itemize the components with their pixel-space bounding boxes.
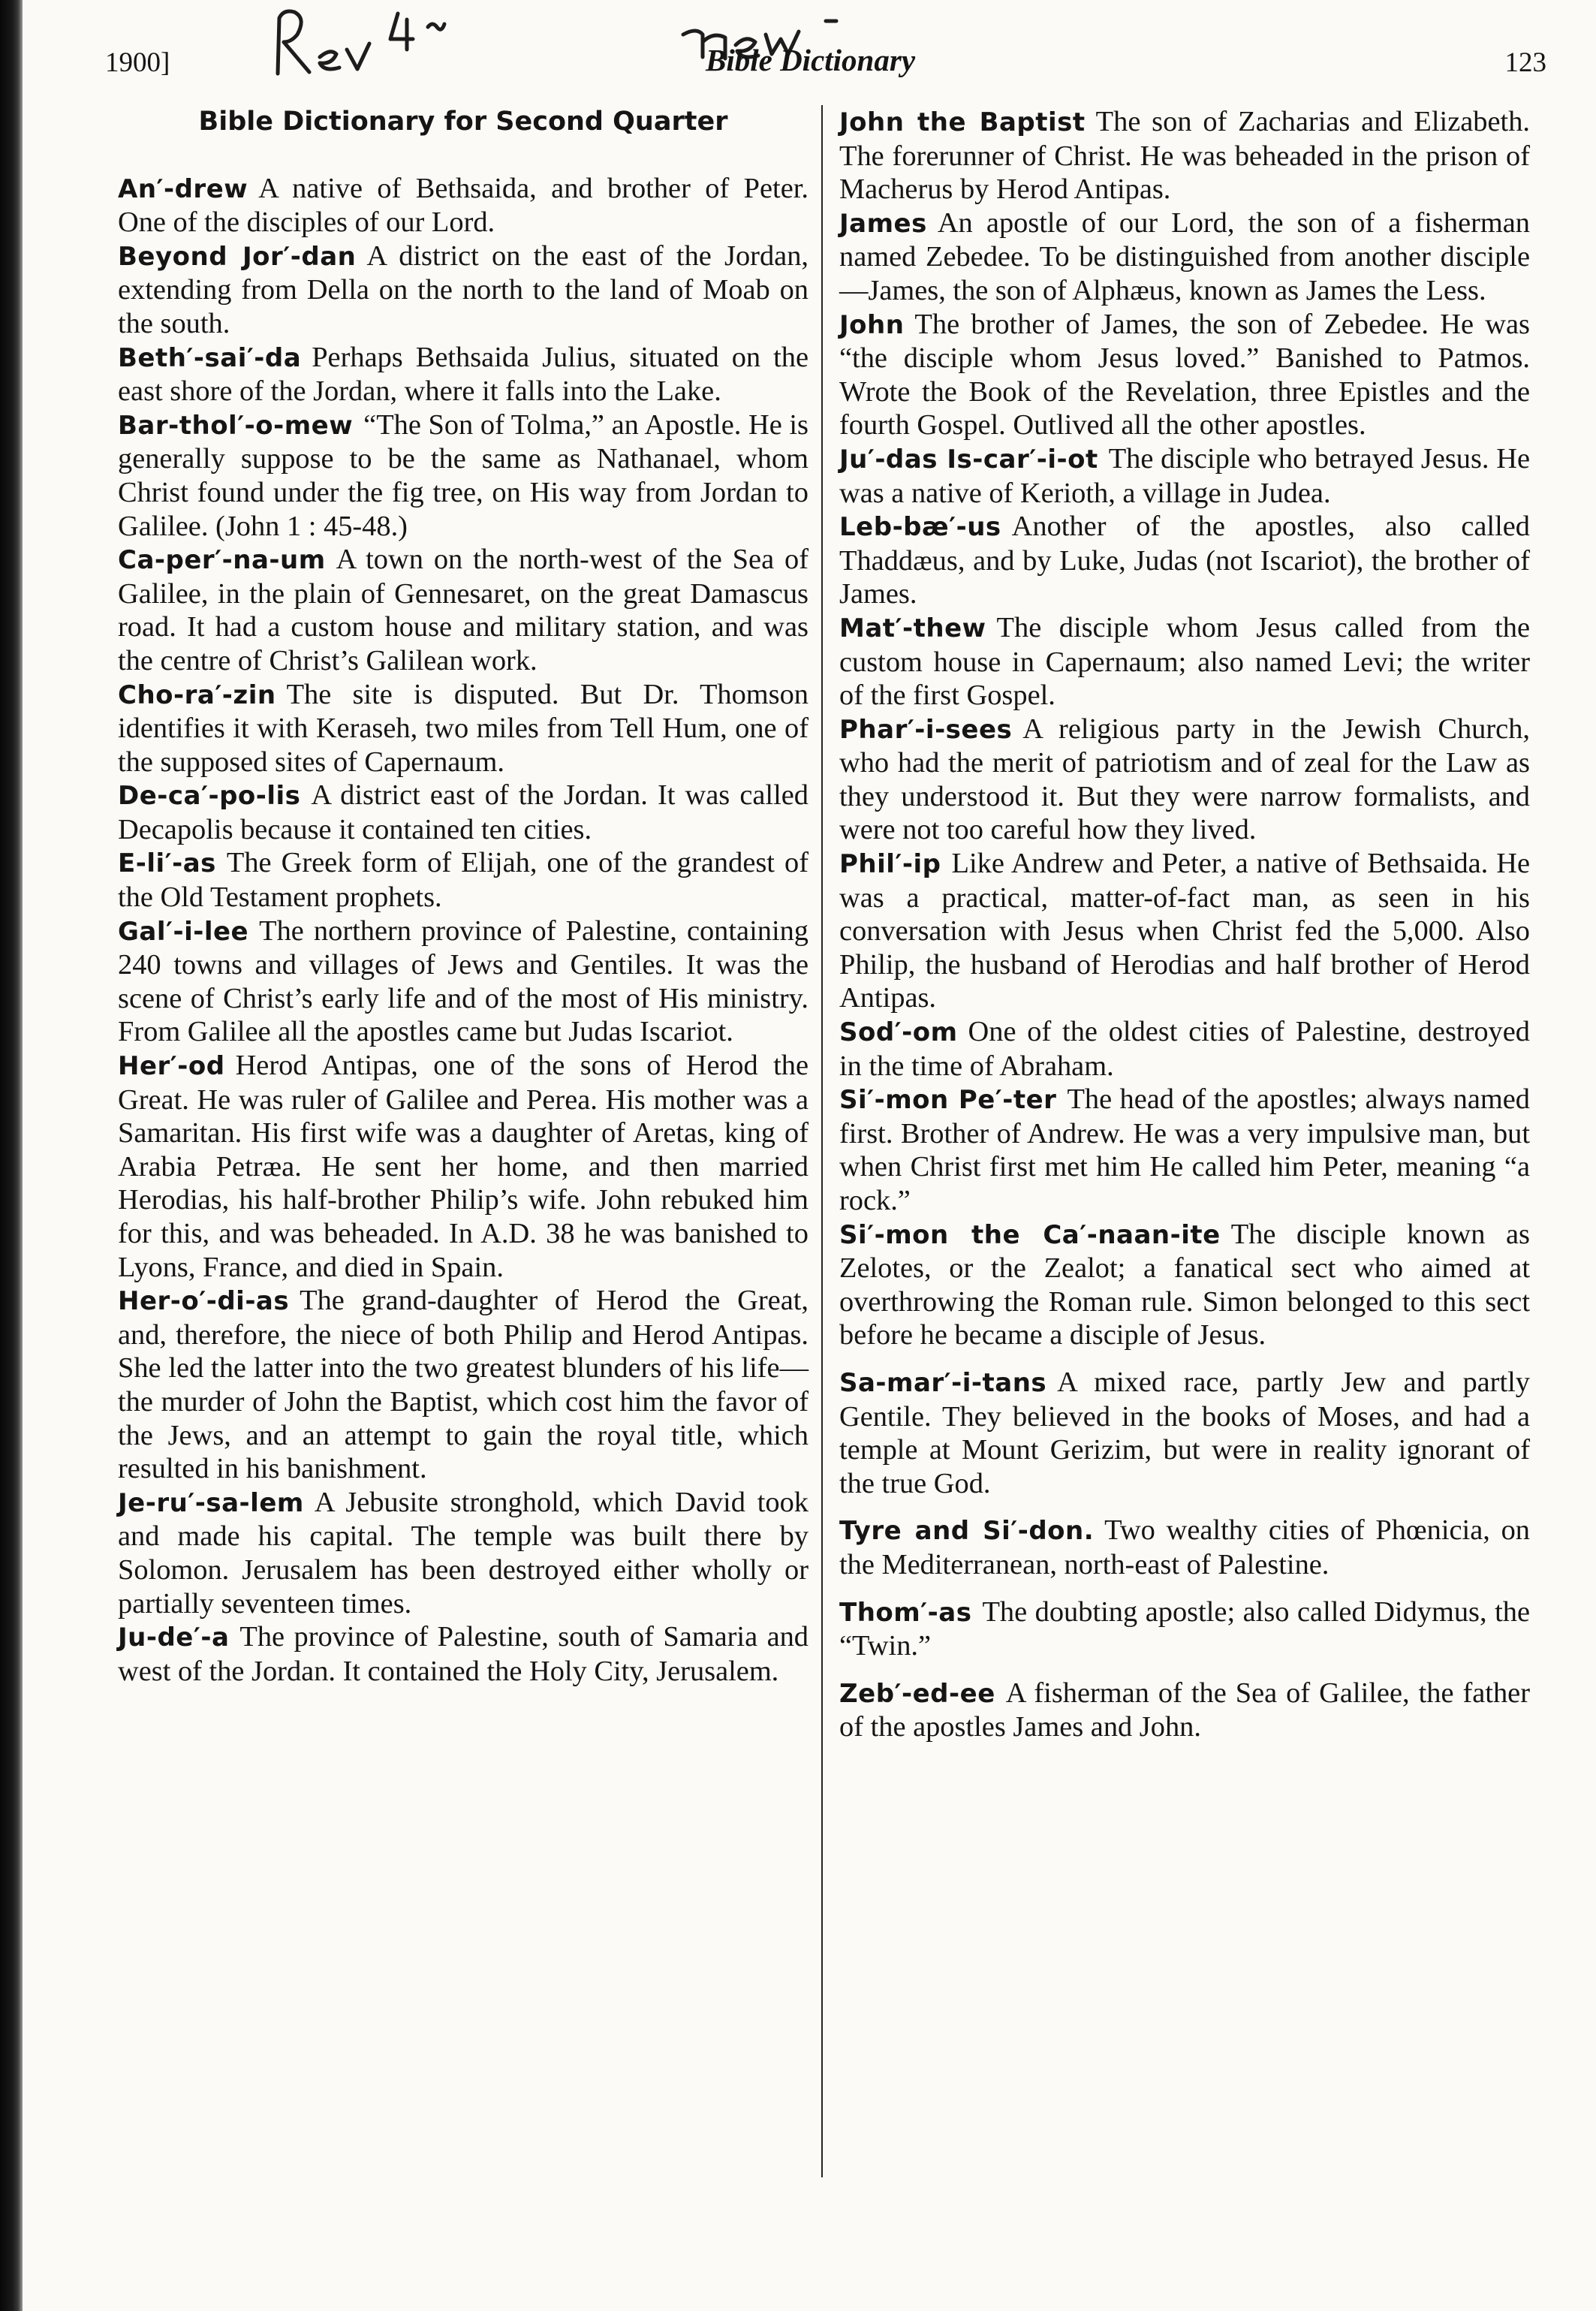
- entry-headword: Phar′-i-sees: [839, 714, 1013, 745]
- entry-headword: Sod′-om: [839, 1017, 958, 1048]
- entry-definition: The site is disputed. But Dr. Thomson identifies it with Keraseh, two miles from Tell Hum, one of the supposed sites of Capernaum.: [118, 678, 809, 778]
- entry-definition: The disciple who betrayed Jesus. He was a native of Kerioth, a village in Judea.: [839, 442, 1530, 509]
- entry-headword: James: [839, 208, 927, 239]
- entry-headword: Beyond Jor′-dan: [118, 241, 357, 272]
- dictionary-entry: [118, 341, 809, 408]
- entry-headword: De-ca′-po-lis: [118, 781, 301, 812]
- entry-definition: The disciple known as Zelotes, or the Zealot; a fanatical sect who aimed at overthrowing the Roman rule. Simon belonged to this sect before he became a disciple of Jesus.: [839, 1218, 1531, 1351]
- entry-headword: Sa-mar′-i-tans: [839, 1367, 1047, 1398]
- dictionary-entry: [118, 1284, 809, 1486]
- dictionary-entry: [839, 611, 1530, 713]
- dictionary-entry: [839, 308, 1530, 442]
- entry-definition: The head of the apostles; always named first. Brother of Andrew. He was a very impulsive man, but when Christ first met him He called him Peter, meaning “a rock.”: [839, 1083, 1530, 1216]
- dictionary-entry: [839, 1595, 1530, 1663]
- section-heading: Bible Dictionary for Second Quarter: [198, 107, 728, 137]
- dictionary-entry: [118, 172, 809, 240]
- page-header: [105, 43, 1546, 92]
- entry-definition: A district on the east of the Jordan, extending from Della on the north to the land of Moab on the south.: [118, 240, 809, 339]
- entry-definition: Two wealthy cities of Phœnicia, on the Mediterranean, north-east of Palestine.: [839, 1514, 1530, 1580]
- entry-headword: Bar-thol′-o-mew: [118, 410, 354, 441]
- dictionary-entry: [839, 847, 1530, 1015]
- entry-headword: Her′-od: [118, 1051, 225, 1082]
- entry-headword: Beth′-sai′-da: [118, 342, 302, 373]
- entry-headword: Si′-mon Pe′-ter: [839, 1085, 1057, 1116]
- dictionary-entry: [118, 1486, 809, 1620]
- entry-definition: “The Son of Tolma,” an Apostle. He is generally suppose to be the same as Nathanael, whom Christ found under the fig tree, on His way from Jordan to Galilee. (John 1 : 45-48.): [118, 408, 809, 542]
- dictionary-entry: [839, 442, 1530, 510]
- page-number: 123: [1504, 47, 1546, 78]
- column-divider: [821, 105, 823, 2177]
- binding-spine-shadow: [0, 0, 23, 2311]
- entry-headword: E-li′-as: [118, 848, 216, 879]
- entry-headword: Si′-mon the Ca′-naan-ite: [839, 1219, 1221, 1250]
- entry-headword: John: [839, 309, 905, 340]
- entry-definition: The brother of James, the son of Zebedee. He was “the disciple whom Jesus loved.” Banished to Patmos. Wrote the Book of the Revelation, three Epistles and the fourth Gospel. Outlived all the other apostles.: [839, 308, 1530, 441]
- entry-headword: Mat′-thew: [839, 613, 986, 643]
- entry-definition: Perhaps Bethsaida Julius, situated on the east shore of the Jordan, where it falls into the Lake.: [118, 341, 809, 408]
- dictionary-entry: [839, 206, 1530, 308]
- dictionary-entry: [118, 914, 809, 1049]
- entry-definition: The northern province of Palestine, containing 240 towns and villages of Jews and Gentiles. It was the scene of Christ’s early life and of the most of His ministry. From Galilee all the apostles came but Judas Iscariot.: [118, 914, 809, 1048]
- dictionary-entry: [839, 1677, 1530, 1744]
- dictionary-entry: [118, 1620, 809, 1688]
- entry-definition: The province of Palestine, south of Samaria and west of the Jordan. It contained the Holy City, Jerusalem.: [118, 1621, 809, 1687]
- entry-definition: One of the oldest cities of Palestine, destroyed in the time of Abraham.: [839, 1016, 1530, 1082]
- dictionary-entry: [839, 1366, 1530, 1500]
- entry-headword: Zeb′-ed-ee: [839, 1678, 995, 1709]
- dictionary-entry: [118, 240, 809, 341]
- entry-definition: The disciple whom Jesus called from the custom house in Capernaum; also named Levi; the writer of the first Gospel.: [839, 611, 1530, 712]
- dictionary-entry: [839, 1015, 1530, 1083]
- entry-definition: The grand-daughter of Herod the Great, and, therefore, the niece of both Philip and Herod Antipas. She led the latter into the two greatest blunders of his life—the murder of John the Baptist, which cost him the favor of the Jews, and an attempt to gain the royal title, which resulted in his banishment.: [118, 1285, 809, 1485]
- page-year: 1900]: [105, 47, 170, 78]
- entry-definition: A mixed race, partly Jew and partly Gentile. They believed in the books of Moses, and had a temple at Mount Gerizim, but were in reality ignorant of the true God.: [839, 1366, 1530, 1499]
- entry-headword: Her-o′-di-as: [118, 1286, 290, 1317]
- entry-definition: A fisherman of the Sea of Galilee, the father of the apostles James and John.: [839, 1677, 1530, 1743]
- entry-headword: Gal′-i-lee: [118, 916, 249, 947]
- entry-definition: The Greek form of Elijah, one of the grandest of the Old Testament prophets.: [118, 847, 809, 914]
- entry-headword: Phil′-ip: [839, 849, 941, 880]
- entry-headword: Thom′-as: [839, 1597, 972, 1628]
- dictionary-entry: [118, 846, 809, 914]
- dictionary-entry: [118, 543, 809, 677]
- entry-definition: An apostle of our Lord, the son of a fisherman named Zebedee. To be distinguished from another disciple—James, the son of Alphæus, known as James the Less.: [839, 206, 1530, 306]
- dictionary-entry: [839, 1514, 1530, 1581]
- dictionary-entry: [118, 779, 809, 846]
- dictionary-entry: [118, 678, 809, 779]
- entry-headword: Ju-de′-a: [118, 1623, 230, 1653]
- entry-headword: Leb-bæ′-us: [839, 512, 1001, 543]
- entry-headword: An′-drew: [118, 173, 248, 204]
- entry-definition: The doubting apostle; also called Didymus, the “Twin.”: [839, 1595, 1530, 1662]
- entry-definition: Like Andrew and Peter, a native of Bethsaida. He was a practical, matter-of-fact man, as seen in his conversation with Jesus when Christ fed the 5,000. Also Philip, the husband of Herodias and half brother of Herod Antipas.: [839, 848, 1530, 1014]
- dictionary-entry: [839, 713, 1530, 847]
- dictionary-entry: [839, 1083, 1530, 1217]
- dictionary-entry: [118, 1049, 809, 1284]
- running-title: Bible Dictionary: [706, 43, 916, 77]
- entry-definition: Another of the apostles, also called Thaddæus, and by Luke, Judas (not Iscariot), the brother of James.: [839, 511, 1530, 610]
- dictionary-entry: [118, 408, 809, 543]
- entry-headword: Je-ru′-sa-lem: [118, 1487, 304, 1518]
- dictionary-entry: [839, 105, 1530, 206]
- entry-headword: Tyre and Si′-don.: [839, 1516, 1095, 1547]
- dictionary-entry: [839, 510, 1530, 611]
- entry-definition: A town on the north-west of the Sea of Galilee, in the plain of Gennesaret, on the great Damascus road. It had a custom house and military station, and was the centre of Christ’s Galilean work.: [118, 544, 809, 676]
- entry-headword: Cho-ra′-zin: [118, 679, 276, 710]
- entry-headword: Ca-per′-na-um: [118, 545, 326, 576]
- dictionary-entry: [839, 1218, 1530, 1352]
- entry-definition: Herod Antipas, one of the sons of Herod the Great. He was ruler of Galilee and Perea. His mother was a Samaritan. His first wife was a daughter of Aretas, king of Arabia Petræa. He sent her home, and then married Herodias, his half-brother Philip’s wife. John rebuked him for this, and was beheaded. In A.D. 38 he was banished to Lyons, France, and died in Spain.: [118, 1050, 809, 1283]
- left-column: [118, 105, 809, 1688]
- entry-definition: A district east of the Jordan. It was called Decapolis because it contained ten cities.: [118, 779, 809, 845]
- entry-headword: John the Baptist: [839, 107, 1086, 137]
- entry-definition: A Jebusite stronghold, which David took and made his capital. The temple was built there by Solomon. Jerusalem has been destroyed either wholly or partially seventeen times.: [118, 1486, 809, 1620]
- entry-definition: The son of Zacharias and Elizabeth. The forerunner of Christ. He was beheaded in the prison of Macherus by Herod Antipas.: [839, 106, 1530, 206]
- entry-definition: A religious party in the Jewish Church, who had the merit of patriotism and of zeal for the Law as they understood it. But they were narrow formalists, and were not too careful how they lived.: [839, 713, 1530, 846]
- entry-definition: A native of Bethsaida, and brother of Peter. One of the disciples of our Lord.: [118, 172, 809, 239]
- entry-headword: Ju′-das Is-car′-i-ot: [839, 444, 1098, 475]
- right-column: [839, 105, 1530, 1744]
